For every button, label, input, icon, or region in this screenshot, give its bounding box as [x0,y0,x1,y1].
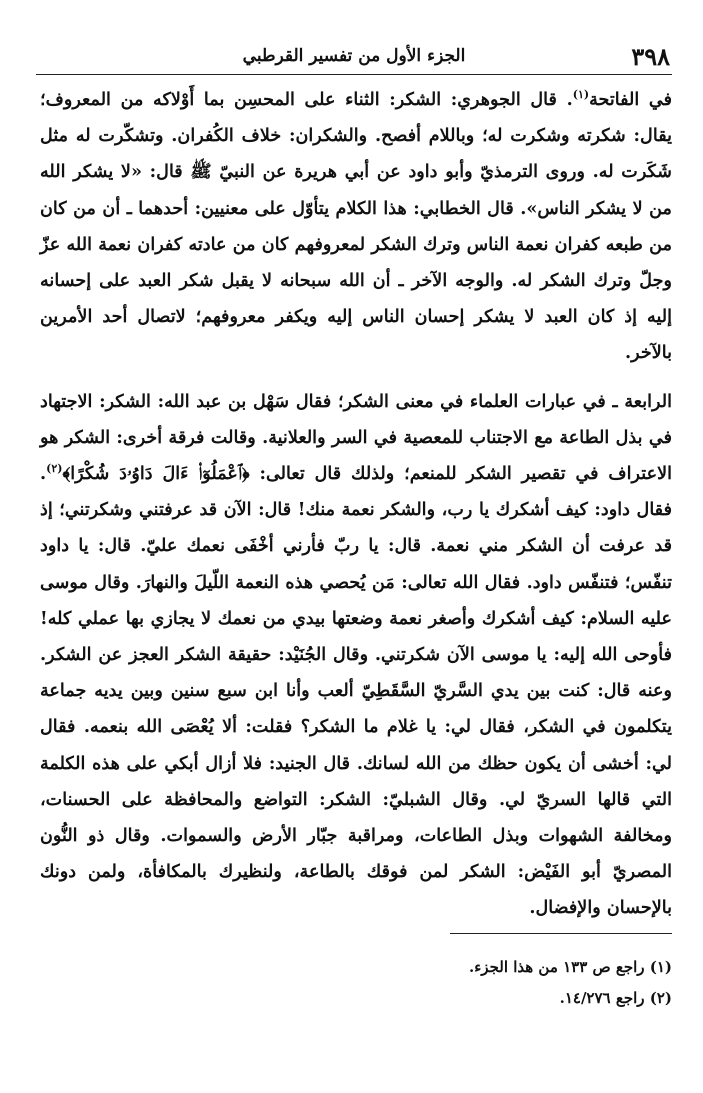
footnote-separator [450,933,672,934]
footnote-2: (٢) راجع ١٤/٢٧٦. [559,989,672,1007]
paragraph-1-text-a: في الفاتحة [589,89,672,110]
page-header [36,40,672,75]
paragraph-1 [40,82,672,372]
running-title: الجزء الأول من تفسير القرطبي [242,46,466,66]
footnote-ref-1: (١) [572,88,590,102]
footnote-1: (١) راجع ص ١٣٣ من هذا الجزء. [469,958,672,976]
paragraph-2-text-a: الرابعة ـ في عبارات العلماء في معنى الشكر؛ فقال سَهْل بن عبد الله: الشكر: الاجتهاد في بذل الطاعة مع الاجتناب للمعصية في السر والعلانية. وقالت فرقة أخرى: الشكر هو الاعتراف في تقصير الشكر للمنعم؛ ولذلك قال تعالى: ﴿ٱعْمَلُوٓا۟ ءَالَ دَاوُۥدَ شُكْرًا﴾ [40,390,672,485]
footnote-ref-2: (٢) [46,462,63,476]
footnotes [272,952,672,1014]
paragraph-1-text-b: . قال الجوهري: الشكر: الثناء على المحسِن بما أَوْلاكه من المعروف؛ يقال: شكرته وشكرت له؛ وباللام أفصح. والشكران: خلاف الكُفران. وتشكّرت له مثل شَكَرت له. وروى الترمذيّ وأبو داود عن أبي هريرة عن النبيّ ﷺ قال: «لا يشكر الله من لا يشكر الناس». قال الخطابي: هذا الكلام يتأوّل على معنيين: أحدهما ـ أن من كان من طبعه كفران نعمة الناس وترك الشكر لمعروفهم كان من عادته كفران نعمة الله عزّ وجلّ وترك الشكر له. والوجه الآخر ـ أن الله سبحانه لا يقبل شكر العبد على إحسانه إليه إذ كان العبد لا يشكر إحسان الناس إليه ويكفر معروفهم؛ لاتصال أحد الأمرين بالآخر. [40,89,672,364]
paragraph-2 [40,384,672,927]
paragraph-2-text-b: . فقال داود: كيف أشكرك يا رب، والشكر نعمة منك! قال: الآن قد عرفتني وشكرتني؛ إذ قد عرفت أن الشكر مني نعمة. قال: يا ربّ فأرني أخْفَى نعمك عليّ. قال: يا داود تنفّس؛ فتنفّس داود. فقال الله تعالى: مَن يُحصي هذه النعمة اللّيلَ والنهارَ. وقال موسى عليه السلام: كيف أشكرك وأصغر نعمة وضعتها بيدي من نعمك لا يجازي بها عملي كله! فأوحى الله إليه: يا موسى الآن شكرتني. وقال الجُنَيْد: حقيقة الشكر العجز عن الشكر. وعنه قال: كنت بين يدي السَّريّ السَّقَطِيّ ألعب وأنا ابن سبع سنين وبين يديه جماعة يتكلمون في الشكر، فقال لي: يا غلام ما الشكر؟ فقلت: ألا يُعْصَى الله بنعمه. فقال لي: أخشى أن يكون حظك من الله لسانك. قال الجنيد: فلا أزال أبكي على هذه الكلمة التي قالها السريّ لي. وقال الشبليّ: الشكر: التواضع والمحافظة على الحسنات، ومخالفة الشهوات وبذل الطاعات، ومراقبة جبّار الأرض والسموات. وقال ذو النُّون المصريّ أبو الفَيْض: الشكر لمن فوقك بالطاعة، ولنظيرك بالمكافأة، ولمن دونك بالإحسان والإفضال. [40,463,672,919]
page-number: ٣٩٨ [631,42,670,71]
main-text [40,82,672,927]
